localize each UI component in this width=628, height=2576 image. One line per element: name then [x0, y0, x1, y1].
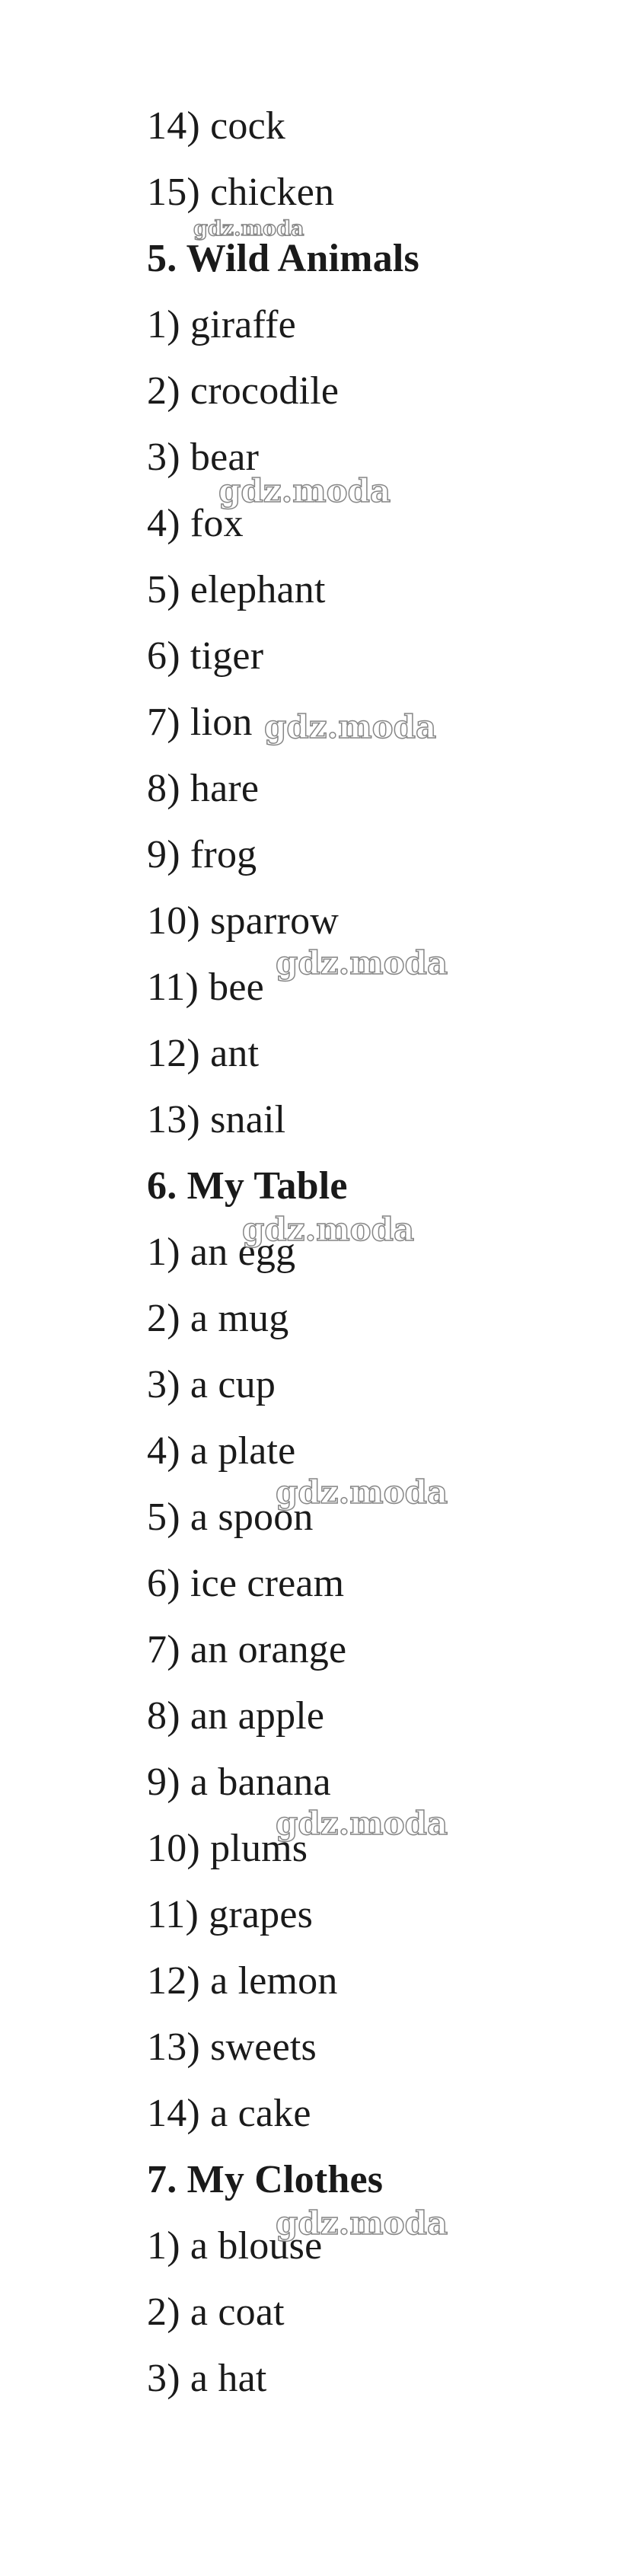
- list-item: 14) cock: [147, 104, 286, 148]
- list-item: 1) a blouse: [147, 2224, 323, 2268]
- watermark: gdz.moda: [193, 217, 304, 241]
- list-item: 2) a mug: [147, 1297, 289, 1340]
- list-item: 12) a lemon: [147, 1959, 338, 2003]
- list-item: 15) chicken: [147, 171, 335, 214]
- section-heading-my-clothes: 7. My Clothes: [147, 2158, 384, 2201]
- list-item: 8) an apple: [147, 1694, 325, 1738]
- list-item: 5) a spoon: [147, 1495, 314, 1539]
- list-item: 3) a cup: [147, 1363, 276, 1406]
- list-item: 2) a coat: [147, 2290, 285, 2334]
- section-heading-wild-animals: 5. Wild Animals: [147, 237, 419, 280]
- list-item: 3) a hat: [147, 2357, 267, 2400]
- list-item: 2) crocodile: [147, 369, 340, 413]
- list-item: 10) sparrow: [147, 899, 340, 943]
- watermark: gdz.moda: [264, 708, 437, 745]
- watermark: gdz.moda: [276, 1805, 448, 1842]
- list-item: 8) hare: [147, 767, 260, 810]
- list-item: 11) grapes: [147, 1893, 314, 1936]
- section-heading-my-table: 6. My Table: [147, 1164, 348, 1208]
- list-item: 9) a banana: [147, 1760, 331, 1804]
- list-item: 4) a plate: [147, 1429, 296, 1473]
- list-item: 13) snail: [147, 1098, 286, 1141]
- list-item: 7) lion: [147, 701, 253, 744]
- list-item: 1) giraffe: [147, 303, 296, 346]
- watermark: gdz.moda: [276, 944, 448, 982]
- list-item: 9) frog: [147, 833, 257, 876]
- watermark: gdz.moda: [242, 1211, 415, 1248]
- list-item: 3) bear: [147, 436, 260, 479]
- list-item: 11) bee: [147, 966, 264, 1009]
- list-item: 6) tiger: [147, 634, 264, 678]
- list-item: 7) an orange: [147, 1628, 347, 1671]
- list-item: 14) a cake: [147, 2092, 311, 2135]
- list-item: 4) fox: [147, 502, 244, 545]
- watermark: gdz.moda: [218, 472, 391, 509]
- list-item: 6) ice cream: [147, 1562, 345, 1605]
- list-item: 13) sweets: [147, 2025, 317, 2069]
- list-item: 10) plums: [147, 1827, 308, 1870]
- list-item: 12) ant: [147, 1032, 260, 1075]
- list-item: 1) an egg: [147, 1231, 296, 1274]
- watermark: gdz.moda: [276, 2204, 448, 2242]
- list-item: 5) elephant: [147, 568, 326, 611]
- watermark: gdz.moda: [276, 1473, 448, 1511]
